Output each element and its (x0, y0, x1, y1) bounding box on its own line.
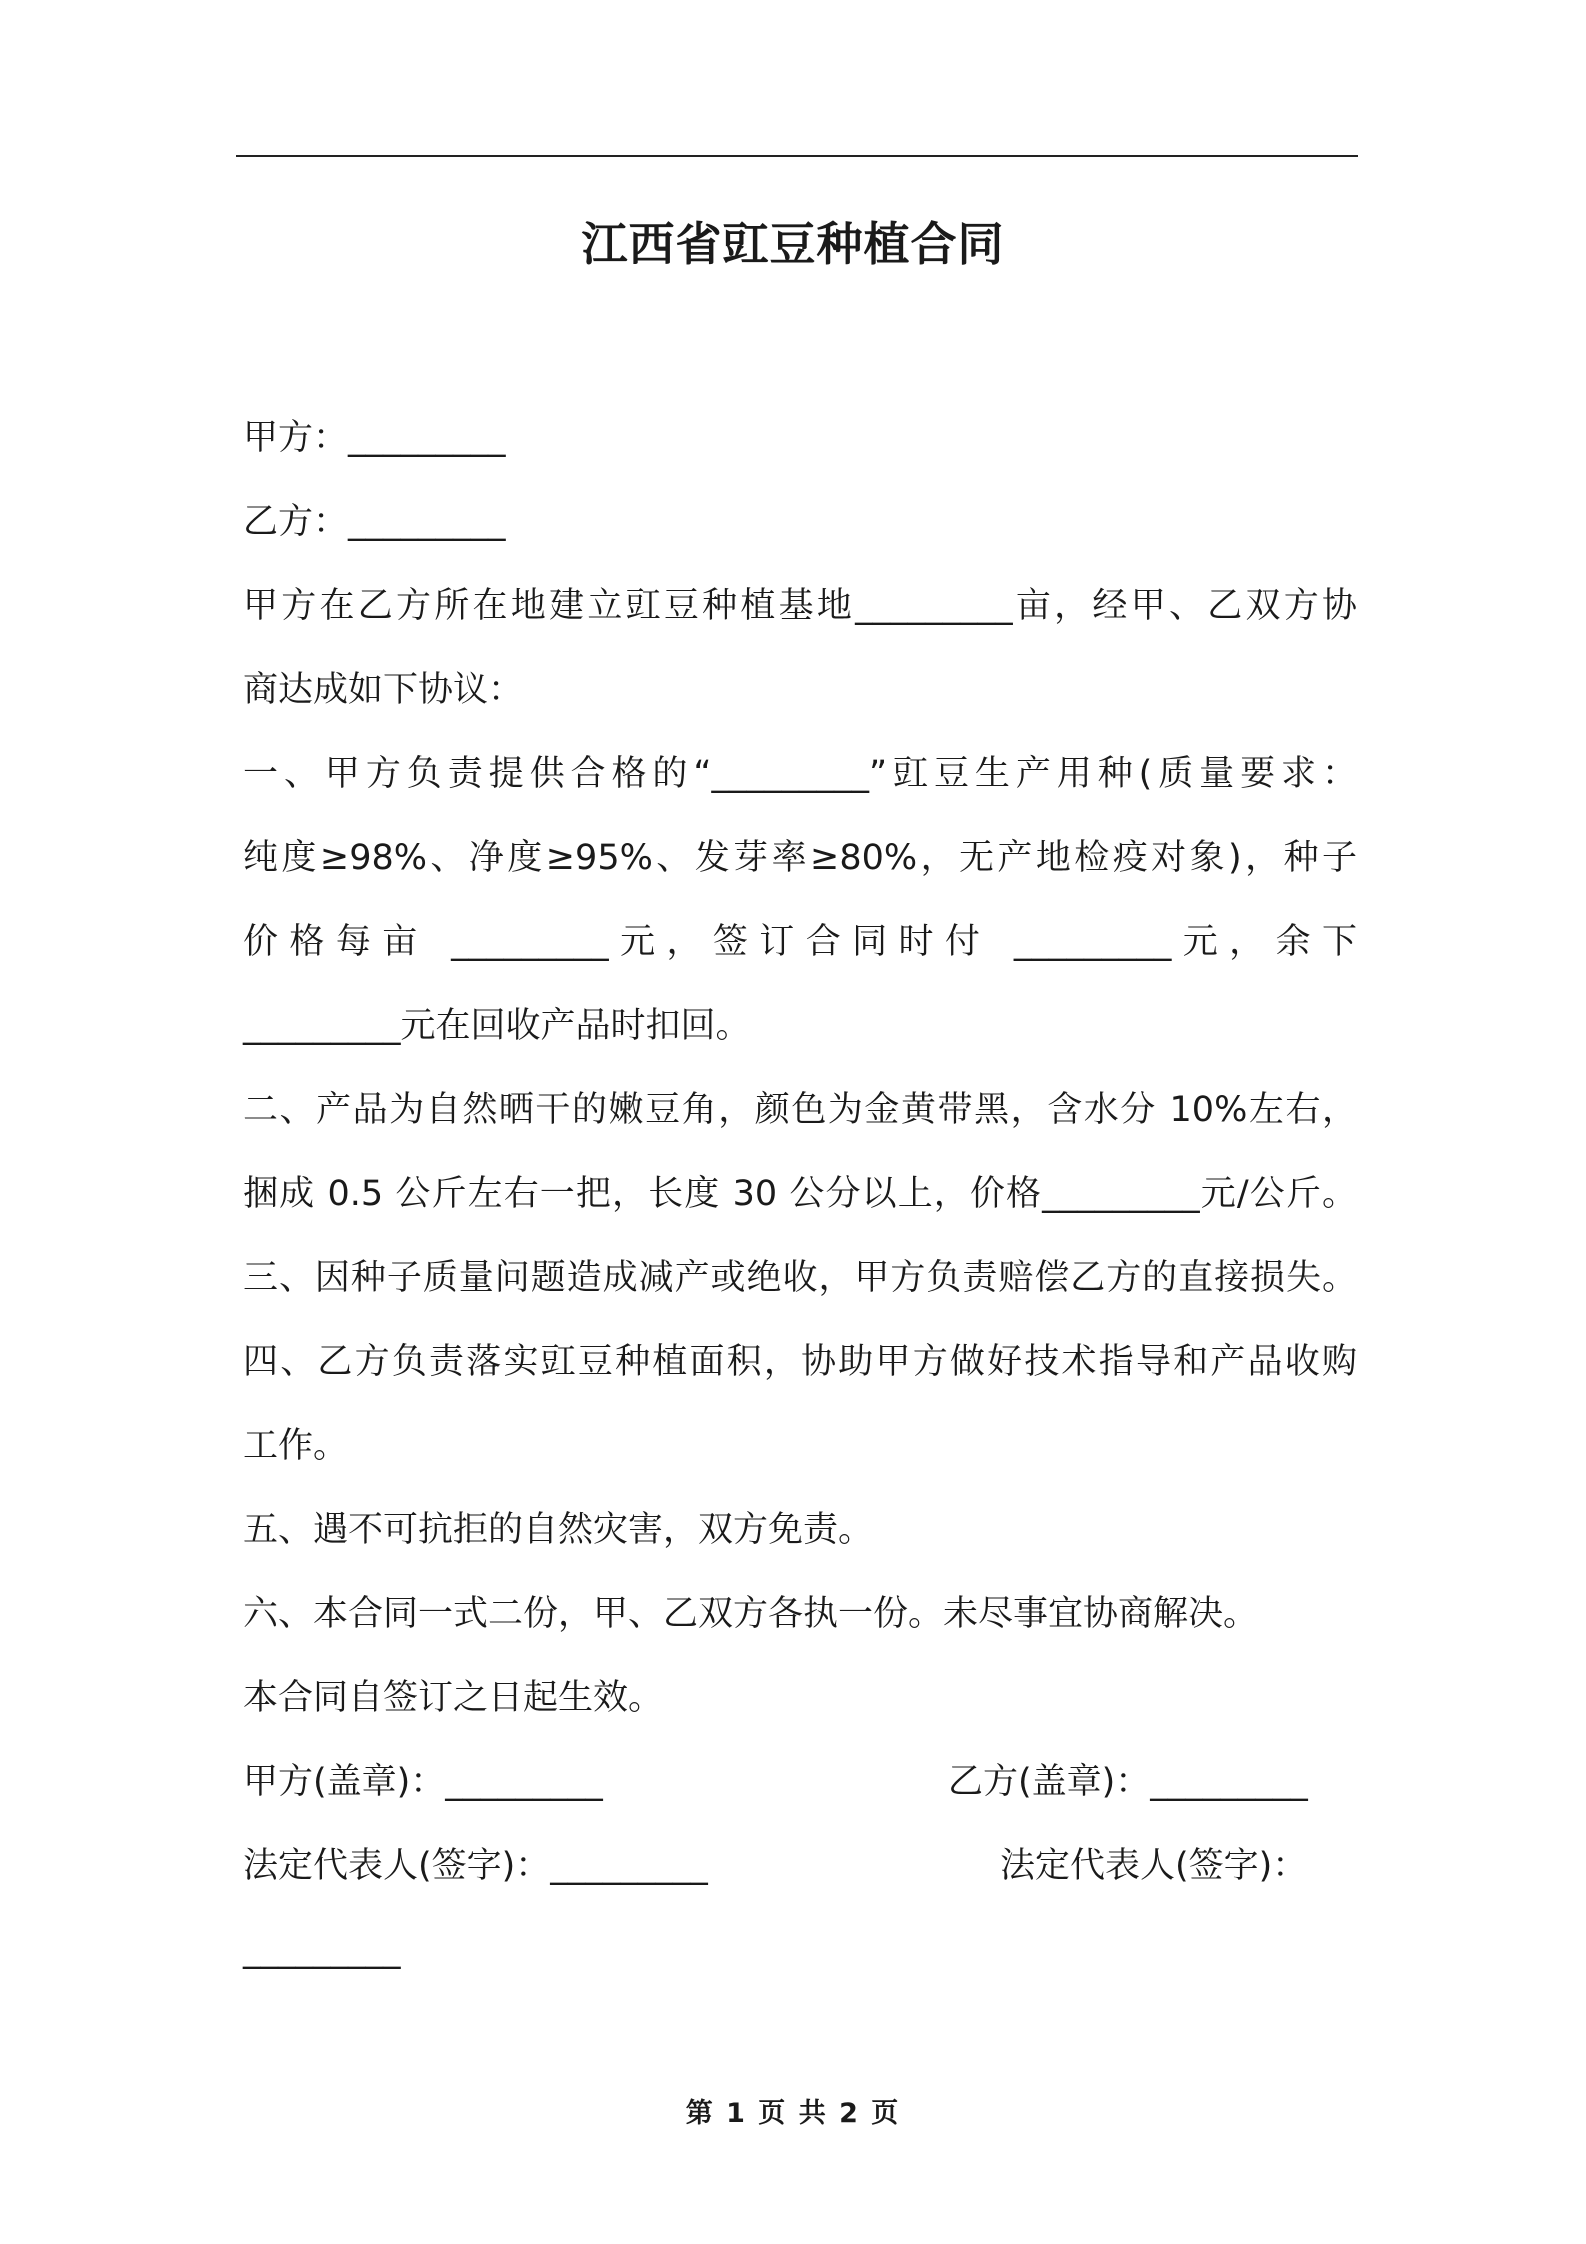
page-footer: 第 1 页 共 2 页 (685, 2098, 901, 2129)
clause-6-line: 六、本合同一式二份，甲、乙双方各执一份。未尽事宜协商解决。 (243, 1594, 1259, 1634)
party-a-line: 甲方：_________ (243, 418, 506, 458)
clause-1-line-3: 价格每亩 _________元，签订合同时付 _________元，余下 (243, 922, 1357, 962)
clause-2-line-1: 二、产品为自然晒干的嫩豆角，颜色为金黄带黑，含水分 10%左右， (243, 1090, 1357, 1130)
clause-2-line-2: 捆成 0.5 公斤左右一把，长度 30 公分以上，价格_________元/公斤。 (243, 1174, 1357, 1214)
party-b-line: 乙方：_________ (243, 502, 506, 542)
header-rule (236, 155, 1358, 157)
clause-4-line-1: 四、乙方负责落实豇豆种植面积，协助甲方做好技术指导和产品收购 (243, 1342, 1357, 1382)
contract-title: 江西省豇豆种植合同 (581, 217, 1005, 271)
clause-4-line-2: 工作。 (243, 1426, 349, 1466)
clause-1-line-2: 纯度≥98%、净度≥95%、发芽率≥80%，无产地检疫对象)，种子 (243, 838, 1357, 878)
clause-3-line: 三、因种子质量问题造成减产或绝收，甲方负责赔偿乙方的直接损失。 (243, 1258, 1357, 1298)
intro-line-2: 商达成如下协议： (243, 670, 524, 710)
party-b-rep-blank: _________ (243, 1930, 401, 1970)
party-b-seal-field: 乙方(盖章)：_________ (948, 1762, 1308, 1802)
party-b-rep-label: 法定代表人(签字)： (1000, 1846, 1308, 1886)
intro-line-1: 甲方在乙方所在地建立豇豆种植基地_________亩，经甲、乙双方协 (243, 586, 1357, 626)
clause-1-line-4: _________元在回收产品时扣回。 (243, 1006, 751, 1046)
clause-1-line-1: 一、甲方负责提供合格的“_________”豇豆生产用种(质量要求： (243, 754, 1357, 794)
party-a-rep-field: 法定代表人(签字)：_________ (243, 1846, 708, 1886)
clause-5-line: 五、遇不可抗拒的自然灾害，双方免责。 (243, 1510, 874, 1550)
effective-line: 本合同自签订之日起生效。 (243, 1678, 664, 1718)
party-a-seal-field: 甲方(盖章)：_________ (243, 1762, 603, 1802)
